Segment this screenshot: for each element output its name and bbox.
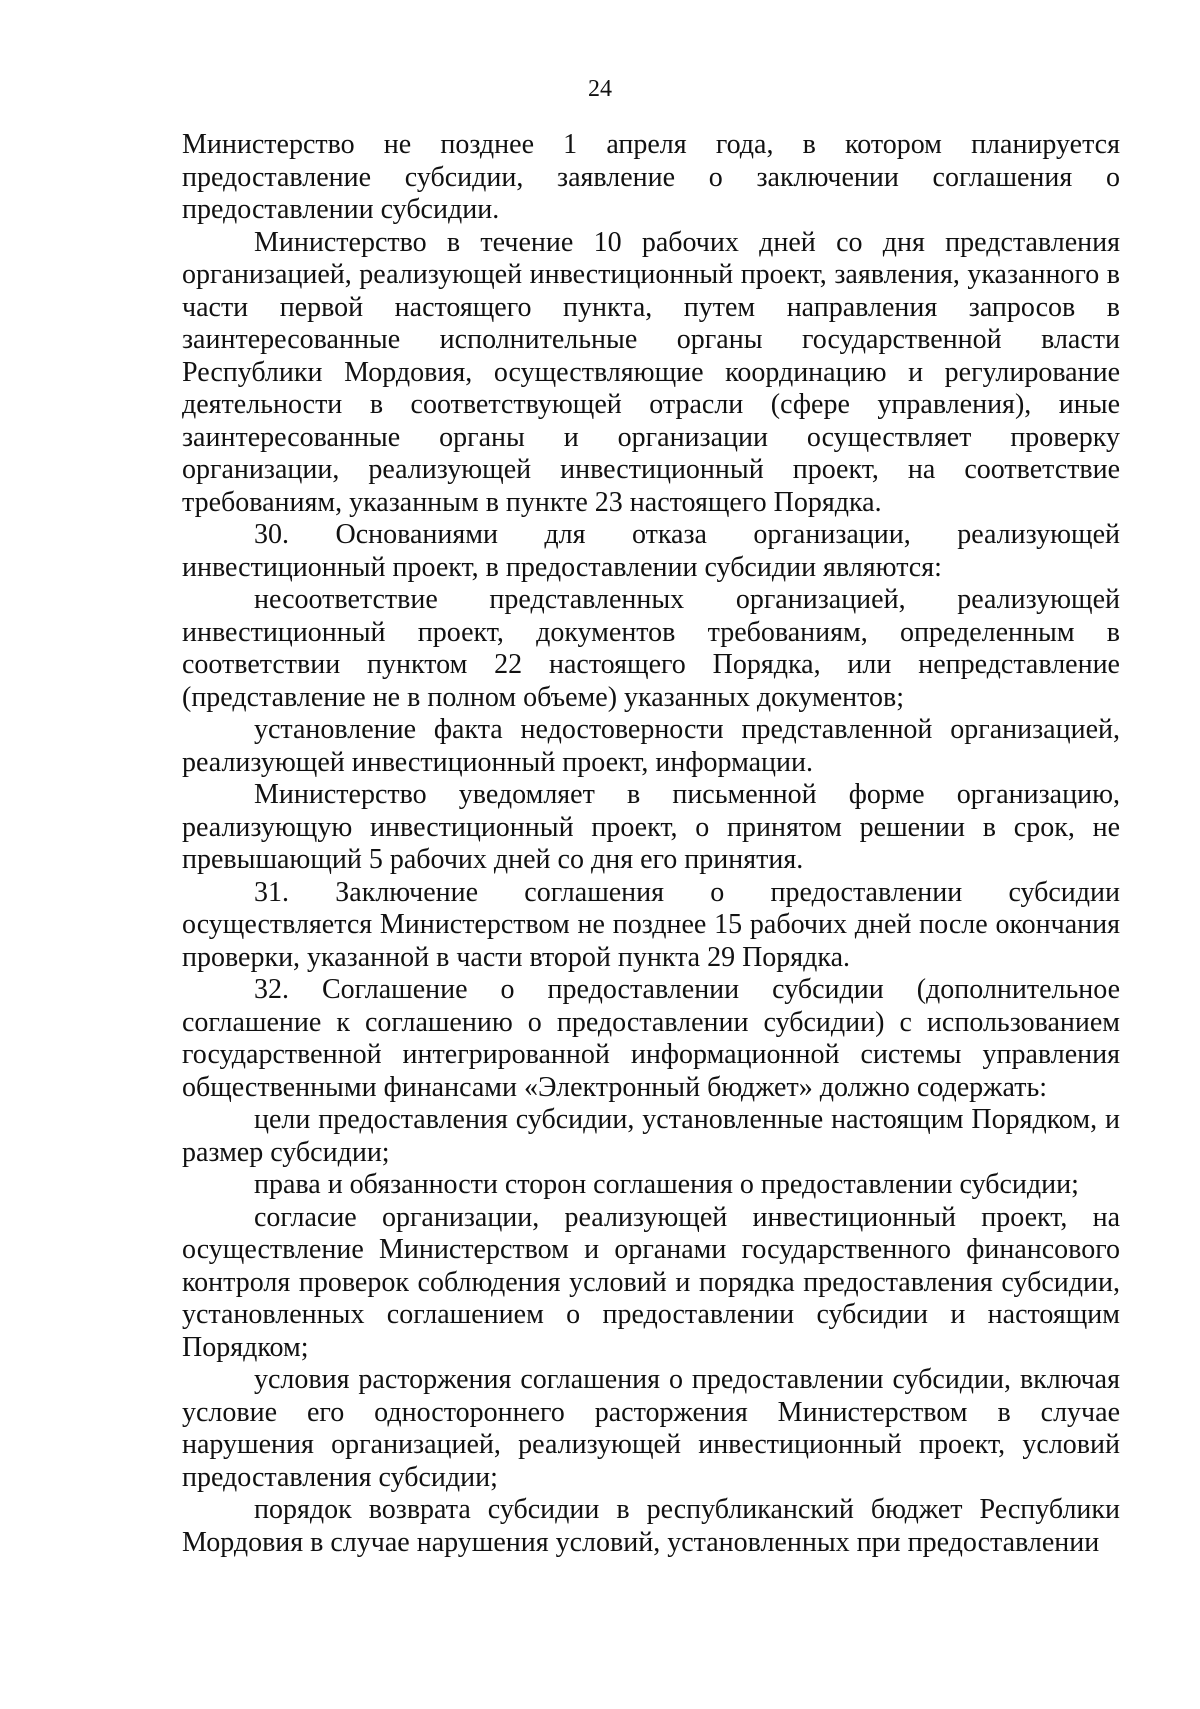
paragraph-1: Министерство не позднее 1 апреля года, в котором планируется предоставление субсидии, заявление о заключении соглашения о предоставлении субсидии.	[182, 129, 1120, 225]
paragraph-10: права и обязанности сторон соглашения о предоставлении субсидии;	[254, 1169, 1079, 1200]
paragraph-13: порядок возврата субсидии в республиканский бюджет Республики Мордовия в случае нарушения условий, установленных при предоставлении	[182, 1494, 1120, 1558]
paragraph-8: 32. Соглашение о предоставлении субсидии (дополнительное соглашение к соглашению о предоставлении субсидии) с использованием государственной интегрированной информационной системы управления общественными финансами «Электронный бюджет» должно содержать:	[182, 974, 1120, 1103]
paragraph-12: условия расторжения соглашения о предоставлении субсидии, включая условие его одностороннего расторжения Министерством в случае нарушения организацией, реализующей инвестиционный проект, условий предоставления субсидии;	[182, 1364, 1120, 1493]
paragraph-4: несоответствие представленных организацией, реализующей инвестиционный проект, документов требованиям, определенным в соответствии пунктом 22 настоящего Порядка, или непредставление (представление не в полном объеме) указанных документов;	[182, 584, 1120, 713]
paragraph-3: 30. Основаниями для отказа организации, реализующей инвестиционный проект, в предоставлении субсидии являются:	[182, 519, 1120, 583]
paragraph-9: цели предоставления субсидии, установленные настоящим Порядком, и размер субсидии;	[182, 1104, 1120, 1168]
paragraph-5: установление факта недостоверности представленной организацией, реализующей инвестиционный проект, информации.	[182, 714, 1120, 778]
paragraph-11: согласие организации, реализующей инвестиционный проект, на осуществление Министерством и органами государственного финансового контроля проверок соблюдения условий и порядка предоставления субсидии, установленных соглашением о предоставлении субсидии и настоящим Порядком;	[182, 1201, 1120, 1363]
paragraph-2: Министерство в течение 10 рабочих дней со дня представления организацией, реализующей инвестиционный проект, заявления, указанного в части первой настоящего пункта, путем направления запросов в заинтересованные исполнительные органы государственной власти Республики Мордовия, осуществляющие координацию и регулирование деятельности в соответствующей отрасли (сфере управления), иные заинтересованные органы и организации осуществляет проверку организации, реализующей инвестиционный проект, на соответствие требованиям, указанным в пункте 23 настоящего Порядка.	[182, 226, 1120, 518]
document-body	[182, 129, 1120, 1559]
paragraph-7: 31. Заключение соглашения о предоставлении субсидии осуществляется Министерством не позднее 15 рабочих дней после окончания проверки, указанной в части второй пункта 29 Порядка.	[182, 876, 1120, 973]
page-number: 24	[588, 76, 612, 102]
paragraph-6: Министерство уведомляет в письменной форме организацию, реализующую инвестиционный проект, о принятом решении в срок, не превышающий 5 рабочих дней со дня его принятия.	[182, 779, 1120, 875]
